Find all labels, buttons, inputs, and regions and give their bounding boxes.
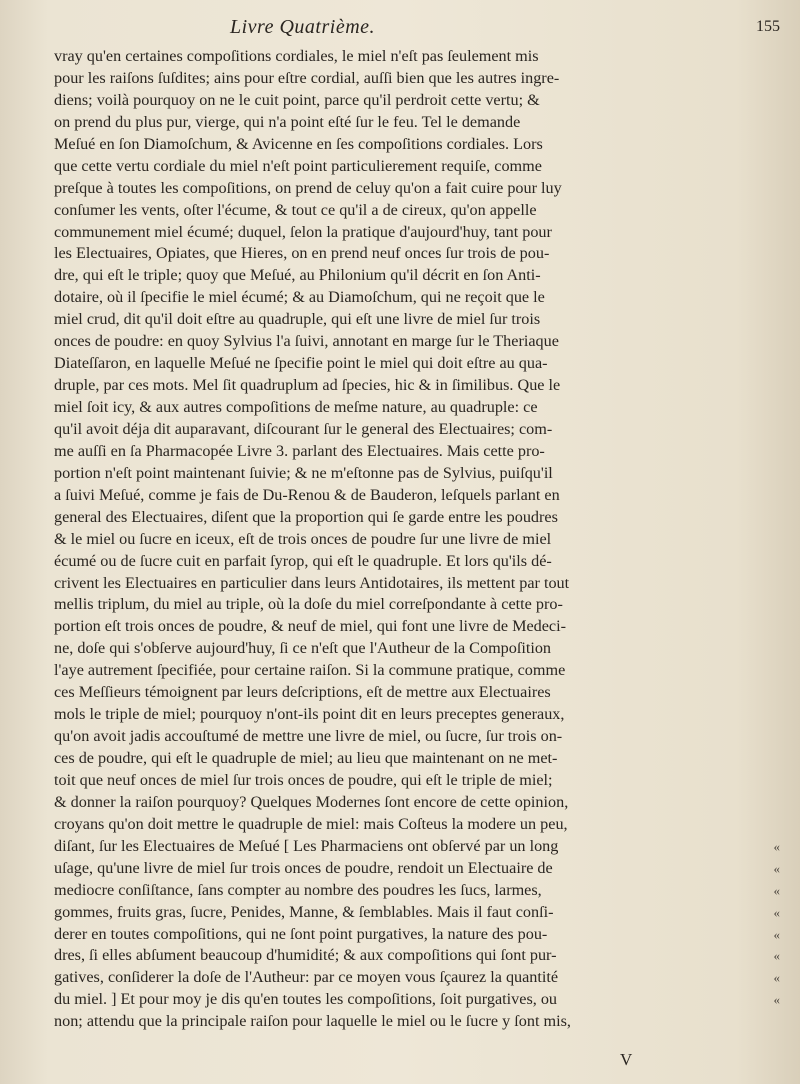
text-line xyxy=(54,375,754,397)
text-line xyxy=(54,331,754,353)
line-text: & donner la raiſon pourquoy? Quelques Modernes ſont encore de cette opinion, xyxy=(54,792,569,811)
margin-quote-mark: « xyxy=(773,838,780,854)
text-line xyxy=(54,967,780,989)
text-line xyxy=(54,529,754,551)
line-text: communement miel écumé; duquel, ſelon la pratique d'aujourd'huy, tant pour xyxy=(54,222,552,241)
running-title: Livre Quatrième. xyxy=(230,16,376,38)
text-line xyxy=(54,134,754,156)
text-line xyxy=(54,858,780,880)
text-line xyxy=(54,485,754,507)
text-line xyxy=(54,397,754,419)
line-text: miel crud, dit qu'il doit eſtre au quadruple, qui eſt une livre de miel ſur trois xyxy=(54,310,541,329)
margin-quote-mark: « xyxy=(773,904,780,920)
line-text: ne, doſe qui s'obſerve aujourd'huy, ſi ce n'eſt que l'Autheur de la Compoſition xyxy=(54,639,552,658)
text-line xyxy=(54,156,754,178)
text-line xyxy=(54,594,754,616)
margin-quote-mark: « xyxy=(773,992,780,1008)
text-line xyxy=(54,792,754,814)
line-text: derer en toutes compoſitions, qui ne ſont point purgatives, la nature des pou- xyxy=(54,924,548,943)
line-text: écumé ou de ſucre cuit en parfait ſyrop, qui eſt le quadruple. Et lors qu'ils dé- xyxy=(54,551,552,570)
signature-mark: V xyxy=(620,1050,633,1069)
line-text: pour les raiſons ſuſdites; ains pour eſtre cordial, auſſi bien que les autres ingre- xyxy=(54,68,560,87)
text-line xyxy=(54,1011,754,1033)
text-line xyxy=(54,902,780,924)
text-line xyxy=(54,112,754,134)
line-text: croyans qu'on doit mettre le quadruple de miel: mais Coſteus la modere un peu, xyxy=(54,814,568,833)
text-line xyxy=(54,616,754,638)
line-text: dotaire, où il ſpecifie le miel écumé; & au Diamoſchum, qui ne reçoit que le xyxy=(54,288,545,307)
line-text: ces Meſſieurs témoignent par leurs deſcriptions, eſt de mettre aux Electuaires xyxy=(54,683,551,702)
line-text: Diateſſaron, en laquelle Meſué ne ſpecifie point le miel qui doit eſtre au qua- xyxy=(54,354,548,373)
text-line xyxy=(54,419,754,441)
line-text: portion eſt trois onces de poudre, & neuf de miel, qui font une livre de Medeci- xyxy=(54,617,567,636)
text-line xyxy=(54,353,754,375)
margin-quote-mark: « xyxy=(773,948,780,964)
line-text: a ſuivi Meſué, comme je fais de Du-Renou & de Bauderon, leſquels parlant en xyxy=(54,485,560,504)
text-line xyxy=(54,200,754,222)
line-text: conſumer les vents, oſter l'écume, & tout ce qu'il a de cireux, qu'on appelle xyxy=(54,200,537,219)
text-line xyxy=(54,90,754,112)
line-text: dres, ſi elles abſument beaucoup d'humidité; & aux compoſitions qui ſont pur- xyxy=(54,946,557,965)
margin-quote-mark: « xyxy=(773,926,780,942)
line-text: vray qu'en certaines compoſitions cordiales, le miel n'eſt pas ſeulement mis xyxy=(54,47,539,65)
line-text: miel ſoit icy, & aux autres compoſitions de meſme nature, au quadruple: ce xyxy=(54,398,538,416)
text-line xyxy=(54,441,754,463)
line-text: mols le triple de miel; pourquoy n'ont-ils point dit en leurs preceptes generaux, xyxy=(54,705,565,724)
line-text: mediocre conſiſtance, ſans compter au nombre des poudres les ſucs, larmes, xyxy=(54,880,542,899)
line-text: dre, qui eſt le triple; quoy que Meſué, au Philonium qu'il décrit en ſon Anti- xyxy=(54,266,541,285)
line-text: me auſſi en ſa Pharmacopée Livre 3. parlant des Electuaires. Mais cette pro- xyxy=(54,441,545,460)
line-text: druple, par ces mots. Mel ſit quadruplum ad ſpecies, hic & in ſimilibus. Que le xyxy=(54,376,561,395)
text-line xyxy=(54,638,754,660)
line-text: diens; voilà pourquoy on ne le cuit point, parce qu'il perdroit cette vertu; & xyxy=(54,90,540,109)
text-line xyxy=(54,46,754,68)
text-line xyxy=(54,945,780,967)
margin-quote-mark: « xyxy=(773,860,780,876)
text-line xyxy=(54,814,754,836)
line-text: ces de poudre, qui eſt le quadruple de miel; au lieu que maintenant on ne met- xyxy=(54,749,558,767)
text-line xyxy=(54,748,754,770)
text-line xyxy=(54,660,754,682)
line-text: & le miel ou ſucre en iceux, eſt de trois onces de poudre ſur une livre de miel xyxy=(54,529,552,548)
body-text xyxy=(54,46,780,1033)
line-text: on prend du plus pur, vierge, qui n'a point eſté ſur le feu. Tel le demande xyxy=(54,112,521,131)
text-line xyxy=(54,551,754,573)
line-text: portion n'eſt point maintenant ſuivie; & ne m'eſtonne pas de Sylvius, puiſqu'il xyxy=(54,463,553,482)
line-text: l'aye autrement ſpecifiée, pour certaine raiſon. Si la commune pratique, comme xyxy=(54,661,566,680)
text-line xyxy=(54,573,754,595)
text-line xyxy=(54,682,754,704)
line-text: Meſué en ſon Diamoſchum, & Avicenne en ſes compoſitions cordiales. Lors xyxy=(54,134,543,153)
text-line xyxy=(54,287,754,309)
line-text: uſage, qu'une livre de miel ſur trois onces de poudre, rendoit un Electuaire de xyxy=(54,858,553,877)
line-text: general des Electuaires, diſent que la proportion qui ſe garde entre les poudres xyxy=(54,507,558,526)
text-line xyxy=(54,309,754,331)
text-line xyxy=(54,68,754,90)
text-line xyxy=(54,880,780,902)
text-line xyxy=(54,924,780,946)
page-number: 155 xyxy=(756,18,780,35)
text-line xyxy=(54,463,754,485)
text-line xyxy=(54,243,754,265)
line-text: qu'il avoit déja dit auparavant, diſcourant ſur le general des Electuaires; com- xyxy=(54,419,553,438)
line-text: les Electuaires, Opiates, que Hieres, on en prend neuf onces ſur trois de pou- xyxy=(54,244,550,263)
line-text: du miel. ] Et pour moy je dis qu'en toutes les compoſitions, ſoit purgatives, ou xyxy=(54,990,558,1009)
text-line xyxy=(54,178,754,200)
line-text: non; attendu que la principale raiſon pour laquelle le miel ou le ſucre y ſont mis, xyxy=(54,1012,571,1031)
text-line xyxy=(54,704,754,726)
line-text: que cette vertu cordiale du miel n'eſt point particulierement requiſe, comme xyxy=(54,156,542,175)
page-header xyxy=(70,12,780,44)
text-line xyxy=(54,222,754,244)
line-text: gommes, fruits gras, ſucre, Penides, Manne, & ſemblables. Mais il faut conſi- xyxy=(54,902,554,921)
line-text: preſque à toutes les compoſitions, on prend de celuy qu'on a fait cuire pour luy xyxy=(54,178,562,197)
line-text: diſant, ſur les Electuaires de Meſué [ Les Pharmaciens ont obſervé par un long xyxy=(54,836,559,855)
text-line xyxy=(54,265,754,287)
text-line xyxy=(54,770,754,792)
margin-quote-mark: « xyxy=(773,882,780,898)
line-text: mellis triplum, du miel au triple, où la doſe du miel correſpondante à cette pro- xyxy=(54,595,563,614)
line-text: toit que neuf onces de miel ſur trois onces de poudre, qui eſt le triple de miel; xyxy=(54,770,553,789)
line-text: qu'on avoit jadis accouſtumé de mettre une livre de miel, ou ſucre, ſur trois on- xyxy=(54,727,563,746)
text-line xyxy=(54,989,780,1011)
line-text: gatives, conſiderer la doſe de l'Autheur: par ce moyen vous ſçaurez la quantité xyxy=(54,968,559,987)
text-line xyxy=(54,726,754,748)
line-text: crivent les Electuaires en particulier dans leurs Antidotaires, ils mettent par tout xyxy=(54,573,570,592)
text-line xyxy=(54,507,754,529)
margin-quote-mark: « xyxy=(773,970,780,986)
line-text: onces de poudre: en quoy Sylvius l'a ſuivi, annotant en marge ſur le Theriaque xyxy=(54,332,559,351)
text-line xyxy=(54,836,780,858)
